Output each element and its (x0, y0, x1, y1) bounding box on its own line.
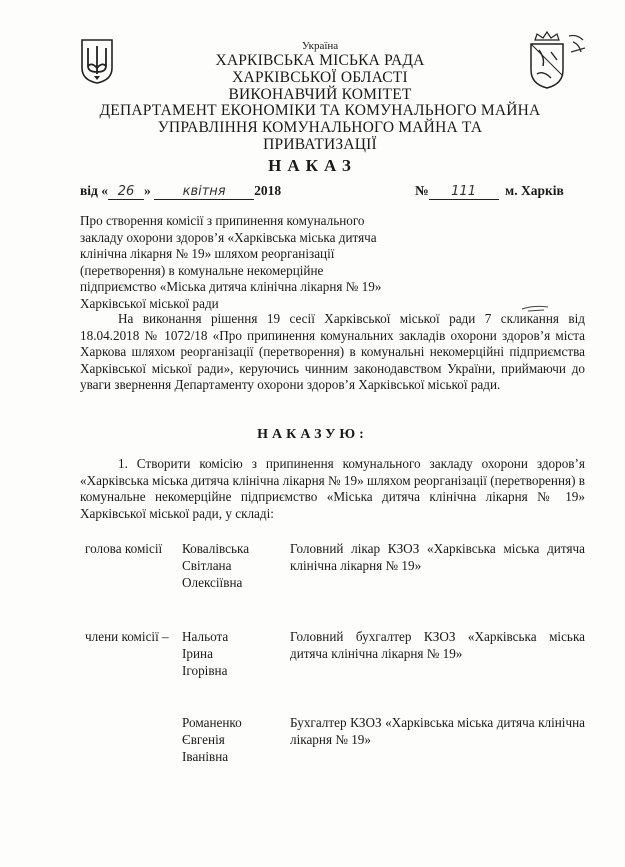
date-day: 26 (108, 185, 144, 200)
member-patronymic: Олексіївна (182, 575, 243, 590)
document-title: НАКАЗ (268, 156, 357, 175)
number-label: № (415, 183, 429, 198)
date-prefix: від « (80, 183, 108, 198)
member-patronymic: Ігорівна (182, 663, 228, 678)
order-item-1: 1. Створити комісію з припинення комунального закладу охорони здоров’я «Харківська міська дитяча клінічна лікарня № 19» шляхом реорганізації (перетворення) в комунальне некомерційне підприємство «Міська дитяча клінічна лікарня № 19» Харківської міської ради, у складі: (80, 456, 585, 521)
member-position: Головний лікар КЗОЗ «Харківська міська дитяча клінічна лікарня № 19» (290, 541, 585, 573)
order-city: м. Харків (505, 183, 564, 198)
commission-role: голова комісії (85, 541, 163, 556)
header-division-cont: ПРИВАТИЗАЦІЇ (263, 136, 377, 153)
order-number (415, 183, 499, 200)
commission-role: члени комісії – (85, 629, 169, 644)
header-region: ХАРКІВСЬКОЇ ОБЛАСТІ (232, 69, 408, 86)
header-country: Україна (301, 40, 339, 52)
header-department: ДЕПАРТАМЕНТ ЕКОНОМІКИ ТА КОМУНАЛЬНОГО МАЙНА (99, 102, 541, 119)
order-subject: Про створення комісії з припинення комунального закладу охорони здоров’я «Харківська міська дитяча клінічна лікарня № 19» шляхом реорганізації (перетворення) в комунальне некомерційне підприємство «Міська дитяча клінічна лікарня № 19» Харківської міської ради (80, 213, 382, 311)
member-position: Бухгалтер КЗОЗ «Харківська міська дитяча клінічна лікарня № 19» (290, 715, 585, 747)
number-value: 111 (429, 185, 499, 200)
date-month: квітня (154, 185, 254, 200)
member-surname: Ковалівська (182, 541, 250, 556)
member-name: Євгенія (182, 732, 225, 747)
member-name: Світлана (182, 558, 232, 573)
member-surname: Нальота (182, 629, 229, 644)
member-position: Головний бухгалтер КЗОЗ «Харківська міська дитяча клінічна лікарня № 19» (290, 629, 585, 661)
header-division: УПРАВЛІННЯ КОМУНАЛЬНОГО МАЙНА ТА (157, 119, 483, 136)
header-executive-committee: ВИКОНАВЧИЙ КОМІТЕТ (228, 86, 412, 103)
commission-member-name (182, 628, 282, 679)
header-city-council: ХАРКІВСЬКА МІСЬКА РАДА (215, 52, 425, 69)
member-surname: Романенко (182, 715, 242, 730)
order-date (80, 183, 281, 200)
order-heading: НАКАЗУЮ: (257, 427, 368, 442)
member-patronymic: Іванівна (182, 749, 229, 764)
date-year: 2018 (254, 183, 282, 198)
commission-member-name (182, 714, 282, 765)
commission-member-name (182, 540, 282, 591)
date-mid: » (144, 183, 151, 198)
basis-paragraph: На виконання рішення 19 сесії Харківської міської ради 7 скликання від 18.04.2018 № 1072/18 «Про припинення комунальних закладів охорони здоров’я міста Харкова шляхом реорганізації (перетворення) в комунальні некомерційні підприємства Харківської міської ради», керуючись чинним законодавством України, приймаючи до уваги звернення Департаменту охорони здоров’я Харківської міської ради. (80, 311, 585, 393)
member-name: Ірина (182, 646, 213, 661)
